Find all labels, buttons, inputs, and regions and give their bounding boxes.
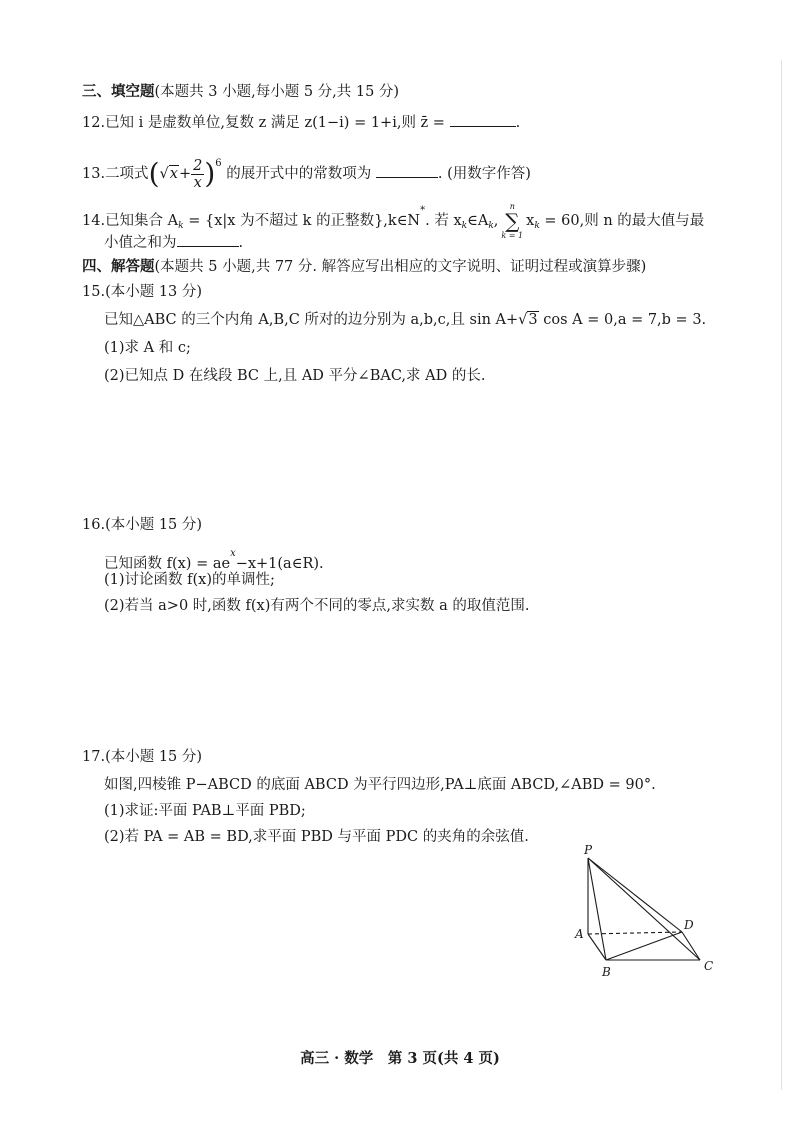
q14-sum-sign: ∑ bbox=[505, 209, 520, 233]
question-15-part2: (2)已知点 D 在线段 BC 上,且 AD 平分∠BAC,求 AD 的长. bbox=[104, 368, 486, 384]
edge-AD-hidden bbox=[588, 932, 682, 934]
edge-PD bbox=[588, 858, 682, 932]
page-footer: 高三 · 数学 第 3 页(共 4 页) bbox=[300, 1050, 500, 1067]
edge-PC bbox=[588, 858, 700, 960]
q14-sub-k-4: k bbox=[534, 221, 540, 231]
q13-plus: + bbox=[178, 166, 192, 182]
q12-number: 12. bbox=[82, 115, 106, 131]
q16-stem-b: −x+1(a∈R). bbox=[235, 556, 324, 572]
q13-suffix: 的展开式中的常数项为 bbox=[221, 166, 372, 182]
question-13: 13.二项式(√x+ $\frac{2}{x}$ )$^6$ 的展开式中的常数项为 . (用数字作答) bbox=[82, 157, 531, 191]
q12-text: 已知 i 是虚数单位,复数 z 满足 z(1−i) = 1+i,则 z̄ = bbox=[105, 115, 445, 131]
q14-part2: = {x|x 为不超过 k 的正整数},k∈N bbox=[183, 213, 421, 229]
section4-header bbox=[82, 257, 646, 277]
section3-header bbox=[82, 82, 399, 102]
q14-summation bbox=[501, 202, 523, 240]
question-16-header bbox=[82, 515, 202, 535]
q14-sum-lower: k = 1 bbox=[501, 231, 524, 240]
q15-score: (本小题 13 分) bbox=[105, 284, 203, 300]
pyramid-figure bbox=[560, 840, 730, 990]
question-16-part2: (2)若当 a>0 时,函数 f(x)有两个不同的零点,求实数 a 的取值范围. bbox=[104, 598, 530, 614]
q13-fraction bbox=[191, 158, 204, 191]
section3-title: 三、填空题 bbox=[82, 83, 155, 100]
q15-stem-a: 已知△ABC 的三个内角 A,B,C 所对的边分别为 a,b,c,且 sin A+ bbox=[104, 312, 519, 328]
q13-prefix: 二项式 bbox=[105, 166, 149, 182]
label-B: B bbox=[602, 965, 611, 979]
q16-stem-sup: x bbox=[230, 548, 236, 559]
q13-sqrt-symbol: √ bbox=[159, 166, 169, 182]
section3-note: (本题共 3 小题,每小题 5 分,共 15 分) bbox=[154, 84, 400, 100]
q13-frac-den: x bbox=[193, 174, 202, 191]
section4-note: (本题共 5 小题,共 77 分. 解答应写出相应的文字说明、证明过程或演算步骤) bbox=[154, 259, 647, 275]
q16-number: 16. bbox=[82, 517, 106, 533]
q13-tail: . (用数字作答) bbox=[437, 166, 531, 182]
q16-stem-a: 已知函数 f(x) = ae bbox=[104, 556, 231, 572]
q12-answer-blank[interactable] bbox=[450, 112, 516, 127]
question-17-part2: (2)若 PA = AB = BD,求平面 PBD 与平面 PDC 的夹角的余弦值. bbox=[104, 829, 529, 845]
question-17-stem: 如图,四棱锥 P−ABCD 的底面 ABCD 为平行四边形,PA⊥底面 ABCD,∠ABD = 90°. bbox=[104, 777, 656, 793]
q15-number: 15. bbox=[82, 284, 106, 300]
q14-sum-upper: n bbox=[509, 202, 515, 211]
q14-sub-k-3: k bbox=[488, 221, 494, 231]
q17-score: (本小题 15 分) bbox=[105, 749, 203, 765]
question-12: 12.已知 i 是虚数单位,复数 z 满足 z(1−i) = 1+i,则 z̄ = . bbox=[82, 112, 520, 133]
q14-number: 14. bbox=[82, 213, 106, 229]
question-15-header bbox=[82, 282, 202, 302]
page-edge-line bbox=[781, 60, 782, 1090]
edge-PB bbox=[588, 858, 606, 960]
q14-part6: = 60,则 n 的最大值与最 bbox=[539, 213, 705, 229]
q17-number: 17. bbox=[82, 749, 106, 765]
q14-sub-k-2: k bbox=[461, 221, 468, 231]
q14-part3: . 若 x bbox=[425, 213, 462, 229]
q14-sub-k-1: k bbox=[178, 221, 184, 231]
q14-part4: ∈A bbox=[467, 213, 489, 229]
q13-sqrt-x: x bbox=[169, 166, 178, 182]
label-D: D bbox=[684, 918, 694, 932]
question-14: 14.已知集合 $A_k = \{x|x$ 为不超过 k 的正整数},k∈N*. 若 $x_k\in A_k$, n ∑ k = 1 $x_k = 60$,则 n 的最大值与最 bbox=[82, 202, 705, 240]
q15-sqrt-symbol: √ bbox=[518, 312, 528, 328]
q15-sqrt-arg: 3 bbox=[528, 312, 538, 328]
q14-tail: . bbox=[238, 235, 244, 251]
q14-part1: 已知集合 A bbox=[105, 213, 179, 229]
question-15-stem bbox=[104, 310, 706, 330]
q14-part5: x bbox=[526, 213, 535, 229]
q14-answer-blank[interactable] bbox=[177, 232, 239, 247]
q14-star: * bbox=[420, 205, 426, 216]
label-C: C bbox=[704, 959, 714, 973]
q15-stem-b: cos A = 0,a = 7,b = 3. bbox=[538, 312, 707, 328]
q13-frac-num: 2 bbox=[193, 157, 203, 174]
section4-title: 四、解答题 bbox=[82, 258, 155, 275]
q13-answer-blank[interactable] bbox=[376, 163, 438, 178]
q16-score: (本小题 15 分) bbox=[105, 517, 203, 533]
q14-line2: 小值之和为 bbox=[104, 235, 177, 251]
question-14-line2 bbox=[104, 232, 243, 253]
q13-number: 13. bbox=[82, 166, 106, 182]
q13-power: 6 bbox=[215, 158, 222, 169]
question-16-part1: (1)讨论函数 f(x)的单调性; bbox=[104, 572, 275, 588]
question-17-part1: (1)求证:平面 PAB⊥平面 PBD; bbox=[104, 803, 306, 819]
question-17-header bbox=[82, 747, 202, 767]
label-A: A bbox=[575, 927, 584, 941]
question-15-part1: (1)求 A 和 c; bbox=[104, 340, 191, 356]
edge-BD bbox=[606, 932, 682, 960]
label-P: P bbox=[584, 843, 593, 857]
